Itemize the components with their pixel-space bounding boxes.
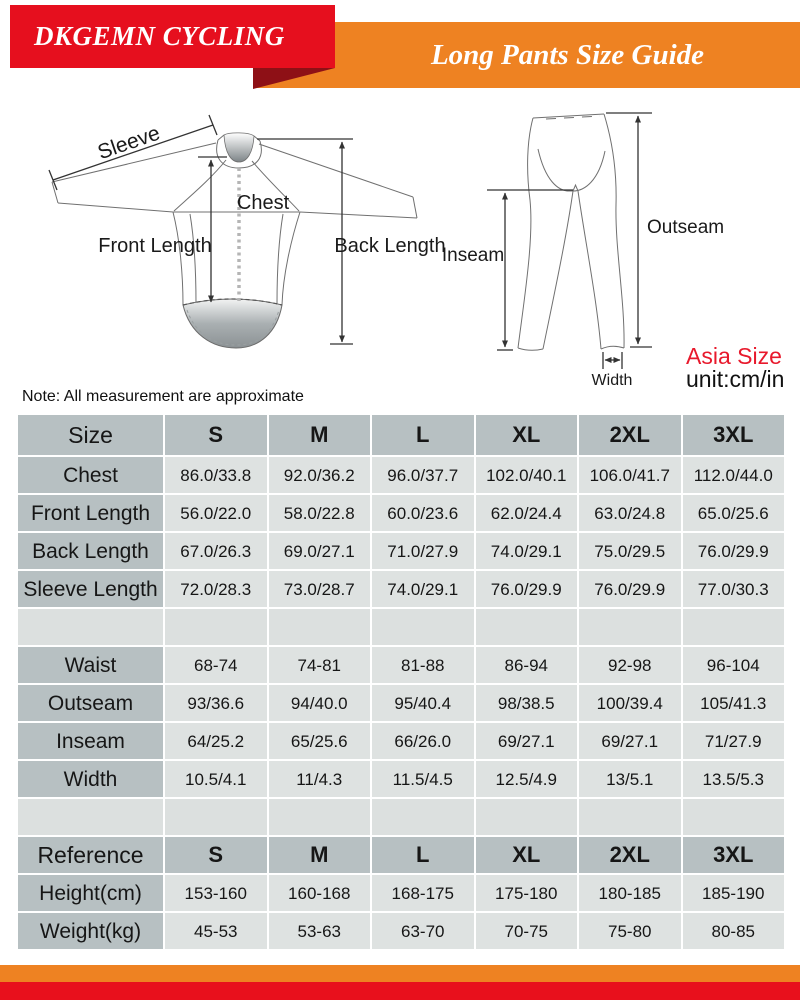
spacer-cell — [683, 609, 785, 645]
table-cell: 93/36.6 — [165, 685, 267, 721]
spacer-cell — [18, 609, 163, 645]
spacer-cell — [372, 609, 474, 645]
table-cell: 53-63 — [269, 913, 371, 949]
asia-size-label: Asia Size — [686, 343, 782, 369]
table-cell: 175-180 — [476, 875, 578, 911]
row-label-cell: Weight(kg) — [18, 913, 163, 949]
table-section-label: Reference — [18, 837, 163, 873]
brand-name: DKGEMN CYCLING — [34, 21, 285, 51]
title-banner — [253, 22, 800, 88]
size-table — [18, 415, 784, 949]
table-cell: 45-53 — [165, 913, 267, 949]
spacer-cell — [269, 799, 371, 835]
table-cell: 63.0/24.8 — [579, 495, 681, 531]
table-cell: 69/27.1 — [476, 723, 578, 759]
table-cell: 11.5/4.5 — [372, 761, 474, 797]
table-cell: 71.0/27.9 — [372, 533, 474, 569]
spacer-cell — [165, 799, 267, 835]
table-cell: 153-160 — [165, 875, 267, 911]
spacer-cell — [165, 609, 267, 645]
table-cell: 70-75 — [476, 913, 578, 949]
row-label-cell: Chest — [18, 457, 163, 493]
table-cell: 64/25.2 — [165, 723, 267, 759]
row-label-cell: Front Length — [18, 495, 163, 531]
table-cell: 81-88 — [372, 647, 474, 683]
chest-label: Chest — [236, 192, 290, 214]
size-column-header: S — [165, 837, 267, 873]
table-section-label: Size — [18, 415, 163, 455]
table-cell: 92.0/36.2 — [269, 457, 371, 493]
spacer-cell — [476, 799, 578, 835]
table-cell: 13.5/5.3 — [683, 761, 785, 797]
table-cell: 74.0/29.1 — [476, 533, 578, 569]
row-label-cell: Sleeve Length — [18, 571, 163, 607]
table-cell: 100/39.4 — [579, 685, 681, 721]
table-cell: 76.0/29.9 — [476, 571, 578, 607]
spacer-cell — [683, 799, 785, 835]
row-label-cell: Outseam — [18, 685, 163, 721]
table-cell: 96.0/37.7 — [372, 457, 474, 493]
footer-stripe-red — [0, 982, 800, 1000]
size-column-header: L — [372, 415, 474, 455]
back-length-label: Back Length — [334, 235, 446, 257]
table-cell: 62.0/24.4 — [476, 495, 578, 531]
table-cell: 75-80 — [579, 913, 681, 949]
table-cell: 13/5.1 — [579, 761, 681, 797]
table-cell: 86-94 — [476, 647, 578, 683]
table-cell: 112.0/44.0 — [683, 457, 785, 493]
table-cell: 74.0/29.1 — [372, 571, 474, 607]
footer-stripe-orange — [0, 965, 800, 982]
table-cell: 58.0/22.8 — [269, 495, 371, 531]
table-cell: 66/26.0 — [372, 723, 474, 759]
table-cell: 105/41.3 — [683, 685, 785, 721]
table-cell: 102.0/40.1 — [476, 457, 578, 493]
size-column-header: XL — [476, 837, 578, 873]
row-label-cell: Back Length — [18, 533, 163, 569]
front-length-label: Front Length — [98, 235, 212, 257]
table-cell: 69/27.1 — [579, 723, 681, 759]
row-label-cell: Inseam — [18, 723, 163, 759]
table-cell: 75.0/29.5 — [579, 533, 681, 569]
table-cell: 60.0/23.6 — [372, 495, 474, 531]
table-cell: 76.0/29.9 — [579, 571, 681, 607]
size-column-header: XL — [476, 415, 578, 455]
size-column-header: 2XL — [579, 415, 681, 455]
table-cell: 96-104 — [683, 647, 785, 683]
table-cell: 80-85 — [683, 913, 785, 949]
spacer-cell — [579, 799, 681, 835]
page-title: Long Pants Size Guide — [430, 38, 705, 71]
table-cell: 71/27.9 — [683, 723, 785, 759]
table-cell: 10.5/4.1 — [165, 761, 267, 797]
table-cell: 65/25.6 — [269, 723, 371, 759]
measurement-diagram — [0, 100, 800, 400]
spacer-cell — [269, 609, 371, 645]
table-cell: 98/38.5 — [476, 685, 578, 721]
size-column-header: M — [269, 837, 371, 873]
table-cell: 12.5/4.9 — [476, 761, 578, 797]
size-column-header: 2XL — [579, 837, 681, 873]
table-cell: 67.0/26.3 — [165, 533, 267, 569]
row-label-cell: Width — [18, 761, 163, 797]
table-cell: 180-185 — [579, 875, 681, 911]
table-cell: 56.0/22.0 — [165, 495, 267, 531]
spacer-cell — [476, 609, 578, 645]
table-cell: 68-74 — [165, 647, 267, 683]
table-cell: 72.0/28.3 — [165, 571, 267, 607]
table-cell: 74-81 — [269, 647, 371, 683]
outseam-label: Outseam — [647, 217, 725, 238]
width-label: Width — [591, 372, 633, 389]
row-label-cell: Waist — [18, 647, 163, 683]
note-text: Note: All measurement are approximate — [22, 388, 304, 405]
table-cell: 73.0/28.7 — [269, 571, 371, 607]
table-cell: 69.0/27.1 — [269, 533, 371, 569]
table-cell: 94/40.0 — [269, 685, 371, 721]
sleeve-label: Sleeve — [94, 121, 163, 165]
table-cell: 11/4.3 — [269, 761, 371, 797]
table-cell: 160-168 — [269, 875, 371, 911]
table-cell: 168-175 — [372, 875, 474, 911]
table-cell: 77.0/30.3 — [683, 571, 785, 607]
brand-box — [10, 5, 335, 68]
pants-measurements — [442, 113, 724, 389]
size-column-header: 3XL — [683, 415, 785, 455]
spacer-cell — [18, 799, 163, 835]
spacer-cell — [372, 799, 474, 835]
row-label-cell: Height(cm) — [18, 875, 163, 911]
inseam-label: Inseam — [441, 245, 505, 266]
table-cell: 86.0/33.8 — [165, 457, 267, 493]
table-cell: 76.0/29.9 — [683, 533, 785, 569]
size-column-header: S — [165, 415, 267, 455]
size-column-header: 3XL — [683, 837, 785, 873]
size-column-header: L — [372, 837, 474, 873]
unit-label: unit:cm/in — [686, 366, 785, 392]
table-cell: 95/40.4 — [372, 685, 474, 721]
table-cell: 106.0/41.7 — [579, 457, 681, 493]
table-cell: 65.0/25.6 — [683, 495, 785, 531]
pants-outline — [518, 114, 624, 350]
table-cell: 185-190 — [683, 875, 785, 911]
spacer-cell — [579, 609, 681, 645]
table-cell: 63-70 — [372, 913, 474, 949]
size-column-header: M — [269, 415, 371, 455]
table-cell: 92-98 — [579, 647, 681, 683]
